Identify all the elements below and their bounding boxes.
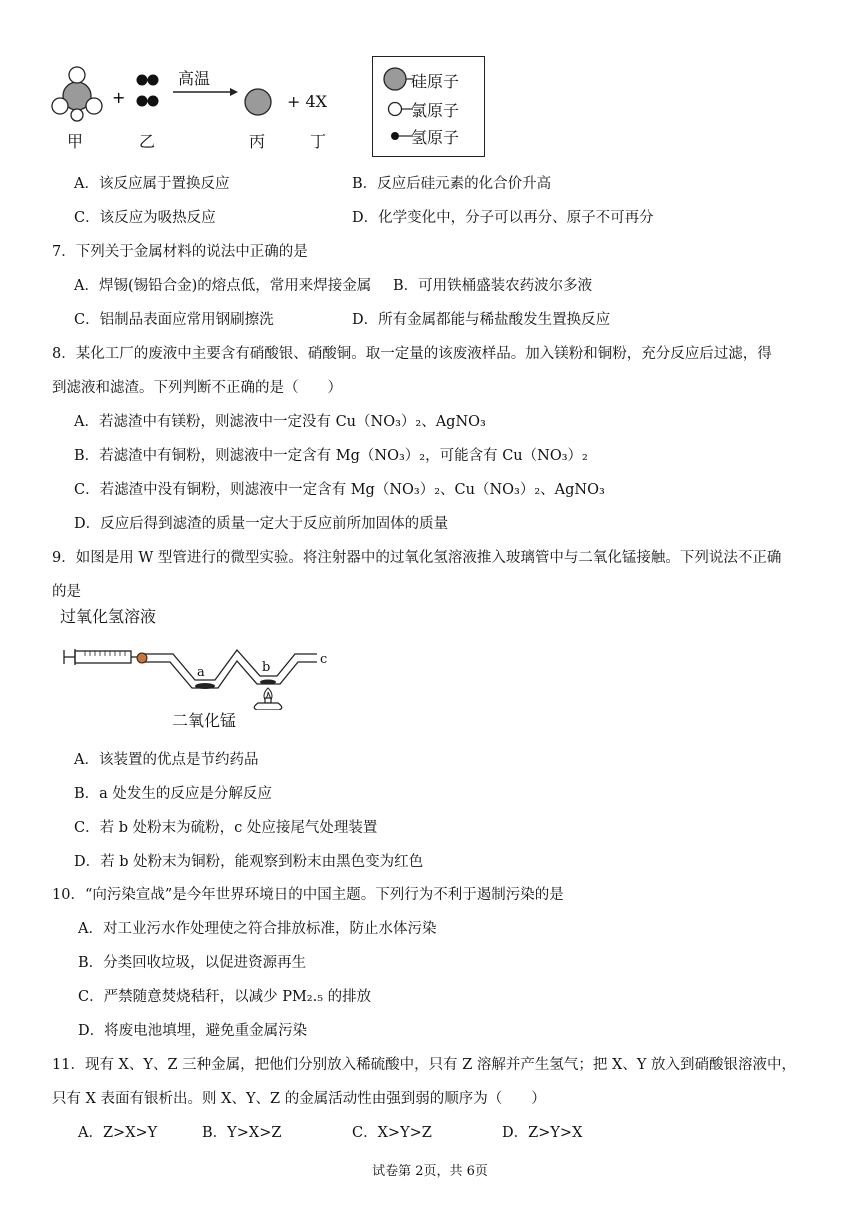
q10-option-b: B．分类回收垃圾，以促进资源再生	[78, 955, 307, 971]
legend-chlorine: 氯原子	[411, 101, 460, 120]
q9-option-c: C．若 b 处粉末为硫粉，c 处应接尾气处理装置	[74, 820, 378, 836]
q10-option-c: C．严禁随意焚烧秸秆，以减少 PM₂.₅ 的排放	[78, 989, 372, 1005]
q9-stem-line1: 9．如图是用 W 型管进行的微型实验。将注射器中的过氧化氢溶液推入玻璃管中与二氧化锰接触。下列说法不正确	[52, 550, 782, 566]
q11-option-d: D．Z>Y>X	[502, 1125, 583, 1141]
label-yi: 乙	[139, 132, 156, 151]
q10-stem: 10．“向污染宣战”是今年世界环境日的中国主题。下列行为不利于遏制污染的是	[52, 887, 564, 903]
q9-stem-line2: 的是	[52, 584, 81, 600]
q8-stem-line1: 8．某化工厂的废液中主要含有硝酸银、硝酸铜。取一定量的该废液样品。加入镁粉和铜粉，充分反应后过滤，得	[52, 346, 772, 362]
q8-option-c: C．若滤渣中没有铜粉，则滤液中一定含有 Mg（NO₃）₂、Cu（NO₃）₂、AgNO₃	[74, 482, 605, 498]
hydrogen-icon	[391, 132, 399, 140]
q8-option-d: D．反应后得到滤渣的质量一定大于反应前所加固体的质量	[74, 516, 449, 532]
q9-option-a: A．该装置的优点是节约药品	[74, 752, 259, 768]
q11-option-c: C．X>Y>Z	[352, 1125, 432, 1141]
chlorine-icon	[389, 103, 402, 116]
molecule-yi	[137, 75, 159, 107]
q11-option-a: A．Z>X>Y	[78, 1125, 158, 1141]
q11-option-b: B．Y>X>Z	[202, 1125, 282, 1141]
q7-option-b: B．可用铁桶盛装农药波尔多液	[393, 278, 593, 294]
q6-option-a: A．该反应属于置换反应	[74, 176, 230, 192]
product-4x: + 4X	[287, 92, 328, 111]
q9-option-b: B．a 处发生的反应是分解反应	[74, 786, 272, 802]
fig-label-b: b	[262, 660, 271, 675]
atom-bing	[245, 89, 271, 115]
q6-option-c: C．该反应为吸热反应	[74, 210, 216, 226]
q6-option-b: B．反应后硅元素的化合价升高	[352, 176, 552, 192]
q7-stem: 7．下列关于金属材料的说法中正确的是	[52, 244, 308, 260]
q6-option-d: D．化学变化中，分子可以再分、原子不可再分	[352, 210, 654, 226]
page-footer: 试卷第 2页，共 6页	[372, 1164, 488, 1179]
fig-label-mno2: 二氧化锰	[172, 711, 237, 730]
legend-hydrogen: 氢原子	[411, 128, 460, 147]
molecule-jia	[52, 67, 102, 121]
arrow-label: 高温	[178, 69, 211, 88]
q7-option-d: D．所有金属都能与稀盐酸发生置换反应	[352, 312, 611, 328]
silicon-icon	[384, 68, 406, 90]
label-bing: 丙	[249, 132, 266, 151]
q7-option-a: A．焊锡(锡铅合金)的熔点低，常用来焊接金属	[74, 278, 372, 294]
fig-label-a: a	[197, 665, 205, 680]
q10-option-d: D．将废电池填埋，避免重金属污染	[78, 1023, 308, 1039]
fig-label-c: c	[320, 652, 328, 667]
label-ding: 丁	[310, 132, 327, 151]
q10-option-a: A．对工业污水作处理使之符合排放标准，防止水体污染	[78, 921, 437, 937]
q9-option-d: D．若 b 处粉末为铜粉，能观察到粉末由黑色变为红色	[74, 854, 424, 870]
q11-stem-line1: 11．现有 X、Y、Z 三种金属，把他们分别放入稀硫酸中，只有 Z 溶解并产生氢气；把 X、Y 放入到硝酸银溶液中，	[52, 1057, 797, 1073]
atom-legend	[372, 56, 485, 157]
plus-sign: +	[112, 88, 126, 107]
q11-stem-line2: 只有 X 表面有银析出。则 X、Y、Z 的金属活动性由强到弱的顺序为（ ）	[52, 1091, 546, 1107]
q7-option-c: C．铝制品表面应常用钢刷擦洗	[74, 312, 274, 328]
fig-label-peroxide: 过氧化氢溶液	[60, 607, 157, 626]
q8-stem-line2: 到滤液和滤渣。下列判断不正确的是（ ）	[52, 380, 342, 396]
label-jia: 甲	[67, 132, 84, 151]
q8-option-a: A．若滤渣中有镁粉，则滤液中一定没有 Cu（NO₃）₂、AgNO₃	[74, 414, 486, 430]
q8-option-b: B．若滤渣中有铜粉，则滤液中一定含有 Mg（NO₃）₂，可能含有 Cu（NO₃）₂	[74, 448, 588, 464]
legend-silicon: 硅原子	[411, 72, 460, 91]
